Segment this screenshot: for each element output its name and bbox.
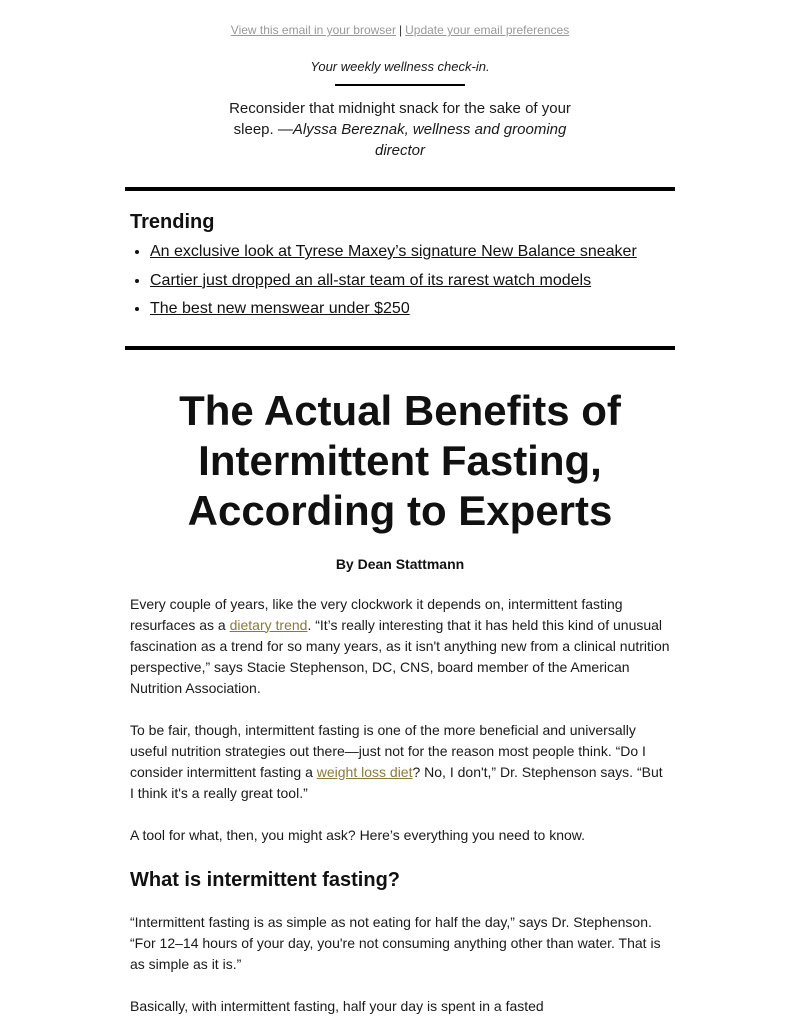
tagline-divider (335, 84, 465, 86)
article-paragraph-2 (130, 720, 670, 804)
header-link-separator: | (398, 23, 403, 37)
paragraph-text: Every couple of years, like the very clockwork it depends on, intermittent fasting resurfaces as a (130, 595, 623, 633)
email-header-links (0, 0, 800, 38)
quote-text: Reconsider that midnight snack for the sake of your sleep. — (229, 100, 571, 138)
paragraph-text: To be fair, though, intermittent fasting is one of the more beneficial and universally useful nutrition strategies out there—just not for the reason most people think. “Do I consider intermittent fasting a (130, 721, 646, 780)
trending-section (125, 187, 675, 350)
weight-loss-diet-link[interactable]: weight loss diet (316, 763, 413, 780)
list-item (150, 299, 675, 319)
quote-attribution: Alyssa Bereznak, wellness and grooming director (292, 121, 567, 159)
article-byline: By Dean Stattmann (335, 555, 465, 572)
article-paragraph-1 (130, 594, 670, 699)
article-paragraph-3: A tool for what, then, you might ask? Here’s everything you need to know. (130, 826, 586, 843)
article-paragraph-5: Basically, with intermittent fasting, half your day is spent in a fasted (130, 997, 544, 1014)
paragraph-text: . “It’s really interesting that it has held this kind of unusual fascination as a trend for so many years, as it isn't anything new from a clinical nutrition perspective,” says Stacie Stephenson, DC, CNS, board member of the American Nutrition Association. (130, 616, 670, 696)
dietary-trend-link[interactable]: dietary trend (229, 616, 308, 633)
article-subheading: What is intermittent fasting? (130, 868, 400, 891)
list-item (150, 242, 675, 262)
paragraph-text: ? No, I don't,” Dr. Stephenson says. “But I think it's a really great tool.” (130, 763, 663, 801)
update-preferences-link[interactable]: Update your email preferences (405, 23, 570, 37)
editor-quote (220, 98, 580, 161)
trending-link-3[interactable]: The best new menswear under $250 (150, 300, 410, 317)
list-item (150, 271, 675, 291)
view-in-browser-link[interactable]: View this email in your browser (230, 23, 396, 37)
trending-list (125, 242, 675, 319)
article-headline: The Actual Benefits of Intermittent Fasting, According to Experts (179, 386, 621, 534)
trending-heading: Trending (130, 211, 215, 233)
trending-link-2[interactable]: Cartier just dropped an all-star team of its rarest watch models (150, 271, 592, 289)
trending-link-1[interactable]: An exclusive look at Tyrese Maxey’s signature New Balance sneaker (150, 243, 637, 260)
article-paragraph-4: “Intermittent fasting is as simple as not eating for half the day,” says Dr. Stephenson. “For 12–14 hours of your day, you're not consuming anything other than water. That is as simple as it is.” (130, 913, 661, 972)
newsletter-tagline: Your weekly wellness check-in. (310, 59, 490, 74)
article-body (130, 594, 670, 1017)
